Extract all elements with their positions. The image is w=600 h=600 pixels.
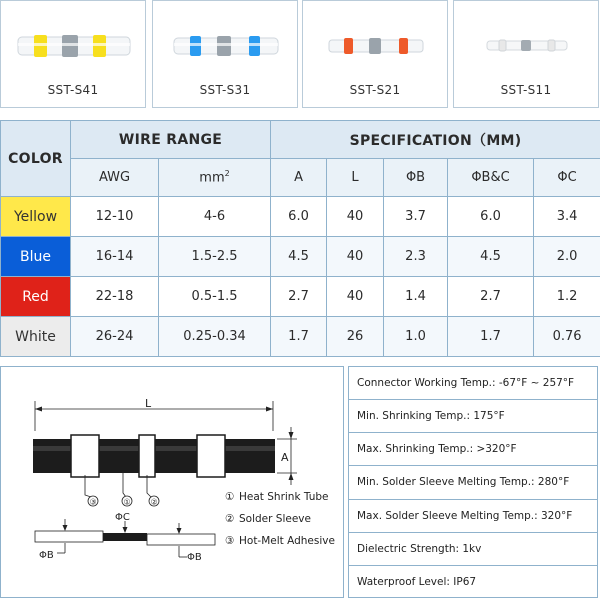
dimension-phib-left-label: ΦB [39, 550, 54, 561]
awg-header: AWG [71, 159, 159, 197]
mm2-cell: 1.5-2.5 [159, 237, 271, 277]
phic-cell: 0.76 [534, 317, 600, 357]
product-model-label: SST-S41 [47, 83, 99, 97]
phibc-cell: 6.0 [448, 197, 534, 237]
dimension-phic-label: ΦC [115, 512, 130, 523]
a-cell: 4.5 [271, 237, 327, 277]
callout-2: ② [150, 497, 158, 507]
property-working-temp: Connector Working Temp.: -67°F ~ 257°F [349, 367, 597, 400]
specification-table [0, 120, 600, 357]
property-waterproof-level: Waterproof Level: IP67 [357, 576, 477, 589]
dimension-phib-right-label: ΦB [187, 552, 202, 563]
legend-item-heat-shrink-tube: ① Heat Shrink Tube [225, 491, 329, 503]
product-card-sst-s11[interactable] [453, 0, 599, 108]
phibc-cell: 1.7 [448, 317, 534, 357]
table-row [1, 277, 600, 317]
connector-photo [1, 1, 145, 79]
table-row [1, 237, 600, 277]
legend-item-solder-sleeve: ② Solder Sleeve [225, 513, 311, 525]
table-row [1, 317, 600, 357]
phib-header: ΦB [384, 159, 448, 197]
connector-photo [153, 1, 297, 79]
color-swatch-yellow: Yellow [1, 197, 71, 237]
awg-cell: 12-10 [71, 197, 159, 237]
phic-cell: 1.2 [534, 277, 600, 317]
phibc-cell: 4.5 [448, 237, 534, 277]
connector-drawing [1, 367, 345, 599]
l-header: L [327, 159, 384, 197]
l-cell: 40 [327, 277, 384, 317]
phic-header: ΦC [534, 159, 600, 197]
table-row [1, 197, 600, 237]
property-min-solder-melting-temp: Min. Solder Sleeve Melting Temp.: 280°F [349, 466, 597, 499]
product-card-sst-s41[interactable] [0, 0, 146, 108]
phib-cell: 3.7 [384, 197, 448, 237]
a-cell: 1.7 [271, 317, 327, 357]
product-model-label: SST-S21 [349, 83, 401, 97]
phibc-cell: 2.7 [448, 277, 534, 317]
awg-cell: 16-14 [71, 237, 159, 277]
phib-cell: 2.3 [384, 237, 448, 277]
phic-cell: 3.4 [534, 197, 600, 237]
connector-diagram [0, 366, 344, 598]
a-header: A [271, 159, 327, 197]
product-card-sst-s31[interactable] [152, 0, 298, 108]
phib-cell: 1.0 [384, 317, 448, 357]
l-cell: 40 [327, 237, 384, 277]
connector-photo [454, 1, 598, 79]
phib-cell: 1.4 [384, 277, 448, 317]
color-swatch-white: White [1, 317, 71, 357]
a-cell: 2.7 [271, 277, 327, 317]
property-max-shrinking-temp: Max. Shrinking Temp.: >320°F [349, 433, 597, 466]
wire-range-header: WIRE RANGE [71, 121, 271, 159]
l-cell: 40 [327, 197, 384, 237]
legend-item-hot-melt-adhesive: ③ Hot-Melt Adhesive [225, 535, 335, 547]
dimension-a-label: A [281, 451, 289, 464]
callout-3: ③ [89, 497, 97, 507]
properties-list [348, 366, 598, 598]
phibc-header: ΦB&C [448, 159, 534, 197]
mm2-cell: 0.5-1.5 [159, 277, 271, 317]
property-dielectric-strength: Dielectric Strength: 1kv [349, 533, 597, 566]
awg-cell: 26-24 [71, 317, 159, 357]
phic-cell: 2.0 [534, 237, 600, 277]
property-max-solder-melting-temp: Max. Solder Sleeve Melting Temp.: 320°F [349, 500, 597, 533]
specification-header: SPECIFICATION（MM) [271, 121, 600, 159]
mm2-cell: 0.25-0.34 [159, 317, 271, 357]
property-min-shrinking-temp: Min. Shrinking Temp.: 175°F [349, 400, 597, 433]
a-cell: 6.0 [271, 197, 327, 237]
product-gallery [0, 0, 600, 114]
technical-details [0, 366, 600, 598]
awg-cell: 22-18 [71, 277, 159, 317]
color-swatch-blue: Blue [1, 237, 71, 277]
dimension-l-label: L [145, 397, 152, 410]
callout-1: ① [123, 497, 131, 507]
connector-photo [303, 1, 447, 79]
product-model-label: SST-S11 [500, 83, 552, 97]
color-swatch-red: Red [1, 277, 71, 317]
mm2-header: $mm^2$ [159, 159, 271, 197]
mm2-cell: 4-6 [159, 197, 271, 237]
color-header: COLOR [1, 121, 71, 197]
l-cell: 26 [327, 317, 384, 357]
product-model-label: SST-S31 [199, 83, 251, 97]
product-card-sst-s21[interactable] [302, 0, 448, 108]
